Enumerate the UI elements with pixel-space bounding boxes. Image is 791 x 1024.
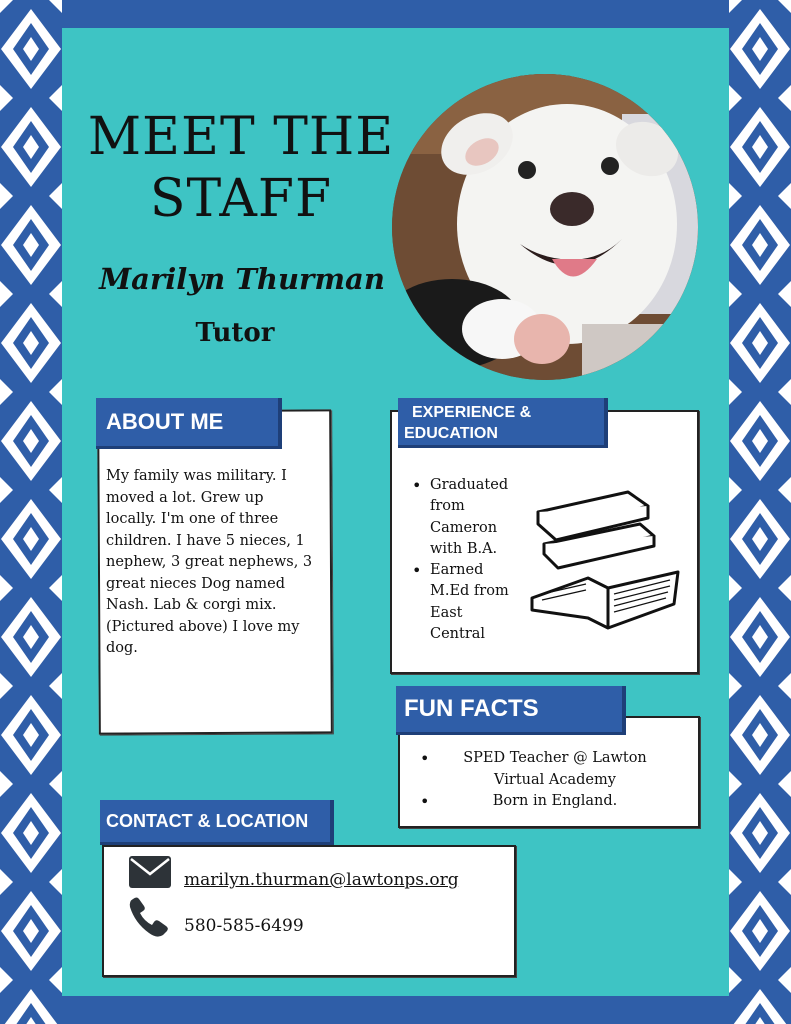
border-motif <box>0 490 62 588</box>
books-icon <box>528 488 682 636</box>
border-motif <box>0 392 62 490</box>
phone-icon <box>127 895 171 939</box>
page-border-top <box>0 0 791 28</box>
border-motif <box>729 98 791 196</box>
envelope-icon <box>129 856 171 888</box>
border-motif <box>0 686 62 784</box>
about-text: My family was military. I moved a lot. Grew up locally. I'm one of three children. I have 5 nieces, 1 nephew, 3 great nephews, 3 great nieces Dog named Nash. Lab & corgi mix. (Pictured above) I love my dog. <box>106 468 313 656</box>
title-line-2: STAFF <box>149 169 333 229</box>
border-motif <box>729 686 791 784</box>
border-motif <box>729 784 791 882</box>
about-heading-label: ABOUT ME <box>106 409 224 434</box>
border-motif <box>0 784 62 882</box>
border-motif <box>729 196 791 294</box>
border-motif <box>729 980 791 1024</box>
page-border-bottom <box>0 996 791 1024</box>
experience-item: • Graduated from Cameron with B.A. <box>412 475 522 560</box>
border-motif <box>729 0 791 98</box>
experience-item: • Earned M.Ed from East Central <box>412 560 522 645</box>
experience-heading-line-2: EDUCATION <box>404 425 498 442</box>
border-motif <box>729 882 791 980</box>
border-motif <box>729 294 791 392</box>
fun-facts-list <box>420 748 680 813</box>
staff-role: Tutor <box>195 318 275 348</box>
border-motif <box>729 588 791 686</box>
page-border-right <box>729 0 791 1024</box>
experience-list <box>412 475 522 645</box>
phone-number: 580-585-6499 <box>184 916 304 936</box>
border-motif <box>729 392 791 490</box>
page-title <box>82 106 400 230</box>
border-motif <box>0 98 62 196</box>
border-pattern-left <box>0 0 62 1024</box>
fun-fact-item: • SPED Teacher @ Lawton Virtual Academy <box>420 748 680 791</box>
border-pattern-right <box>729 0 791 1024</box>
contact-heading-label: CONTACT & LOCATION <box>106 811 309 831</box>
border-motif <box>0 882 62 980</box>
border-motif <box>0 294 62 392</box>
border-motif <box>0 588 62 686</box>
border-motif <box>0 0 62 98</box>
page-border-left <box>0 0 62 1024</box>
border-motif <box>729 490 791 588</box>
fun-fact-item: • Born in England. <box>420 791 680 813</box>
dog-photo <box>392 74 698 380</box>
email-link[interactable]: marilyn.thurman@lawtonps.org <box>184 870 459 890</box>
fun-facts-heading <box>396 686 626 735</box>
staff-name: Marilyn Thurman <box>99 262 385 296</box>
experience-heading-line-1: EXPERIENCE & <box>412 404 532 421</box>
fun-facts-heading-label: FUN FACTS <box>404 695 539 722</box>
contact-heading <box>100 800 334 845</box>
border-motif <box>0 980 62 1024</box>
title-line-1: MEET THE <box>87 107 395 167</box>
experience-heading <box>398 398 608 448</box>
border-motif <box>0 196 62 294</box>
about-heading <box>96 398 282 449</box>
